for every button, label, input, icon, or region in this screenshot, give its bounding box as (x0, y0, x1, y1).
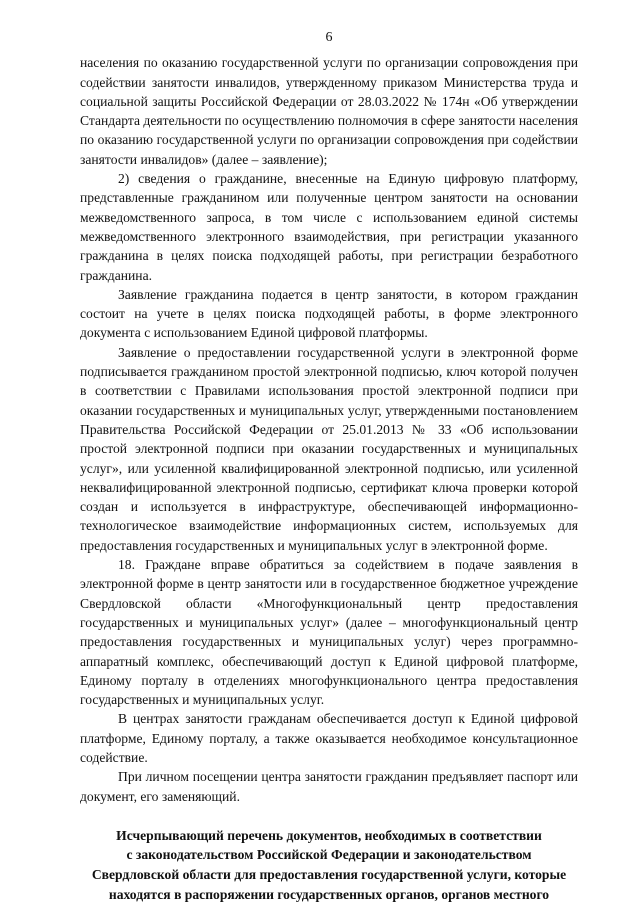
paragraph-passport: При личном посещении центра занятости гражданин предъявляет паспорт или документ, его заменяющий. (80, 769, 578, 804)
document-page (80, 28, 578, 904)
paragraph-electronic-signature: Заявление о предоставлении государственной услуги в электронной форме подписывается гражданином простой электронной подписью, ключ которой получен в соответствии с Правилами использования простой электронной подписи при оказании государственных и муниципальных услуг, утвержденными постановлением Правительства Российской Федерации от 25.01.2013 № 33 «Об использовании простой электронной подписи при оказании государственных и муниципальных услуг», или усиленной квалифицированной электронной подписью, или усиленной неквалифицированной электронной подписью, сертификат ключа проверки которой создан и используется в инфраструктуре, обеспечивающей информационно-технологическое взаимодействие информационных систем, используемых для предоставления государственных и муниципальных услуг в электронной форме. (80, 344, 578, 553)
section-heading (80, 826, 578, 904)
section-heading-line: находятся в распоряжении государственных органов, органов местного (108, 886, 550, 902)
section-heading-line: Свердловской области для предоставления государственной услуги, которые (91, 867, 567, 883)
section-heading-line: Исчерпывающий перечень документов, необходимых в соответствии (116, 827, 542, 843)
paragraph-item-2: 2) сведения о гражданине, внесенные на Единую цифровую платформу, представленные гражданином или полученные центром занятости на основании межведомственного запроса, в том числе с использованием единой системы межведомственного электронного взаимодействия, при регистрации указанного гражданина в целях поиска подходящей работы, при регистрации безработного гражданина. (80, 171, 578, 283)
paragraph-access-provision: В центрах занятости гражданам обеспечивается доступ к Единой цифровой платформе, Единому порталу, а также оказывается необходимое консультационное содействие. (80, 711, 578, 765)
page-number: 6 (325, 30, 333, 45)
paragraph-item-18: 18. Граждане вправе обратиться за содействием в подаче заявления в электронной форме в центр занятости или в государственное бюджетное учреждение Свердловской области «Многофункциональный центр предоставления государственных и муниципальных услуг» (далее – многофункциональный центр предоставления государственных и муниципальных услуг) через программно-аппаратный комплекс, обеспечивающий доступ к Единой цифровой платформе, Единому порталу в отделениях многофункционального центра предоставления государственных и муниципальных услуг. (80, 557, 578, 708)
paragraph-application-submission: Заявление гражданина подается в центр занятости, в котором гражданин состоит на учете в целях поиска подходящей работы, в форме электронного документа с использованием Единой цифровой платформы. (80, 286, 578, 341)
section-heading-line: с законодательством Российской Федерации и законодательством (126, 847, 532, 863)
paragraph-continuation: населения по оказанию государственной услуги по организации сопровождения при содействии занятости инвалидов, утвержденному приказом Министерства труда и социальной защиты Российской Федерации от 28.03.2022 № 174н «Об утверждении Стандарта деятельности по осуществлению полномочия в сфере занятости населения по оказанию государственной услуги по организации сопровождения при содействии занятости инвалидов» (далее – заявление); (80, 55, 578, 167)
